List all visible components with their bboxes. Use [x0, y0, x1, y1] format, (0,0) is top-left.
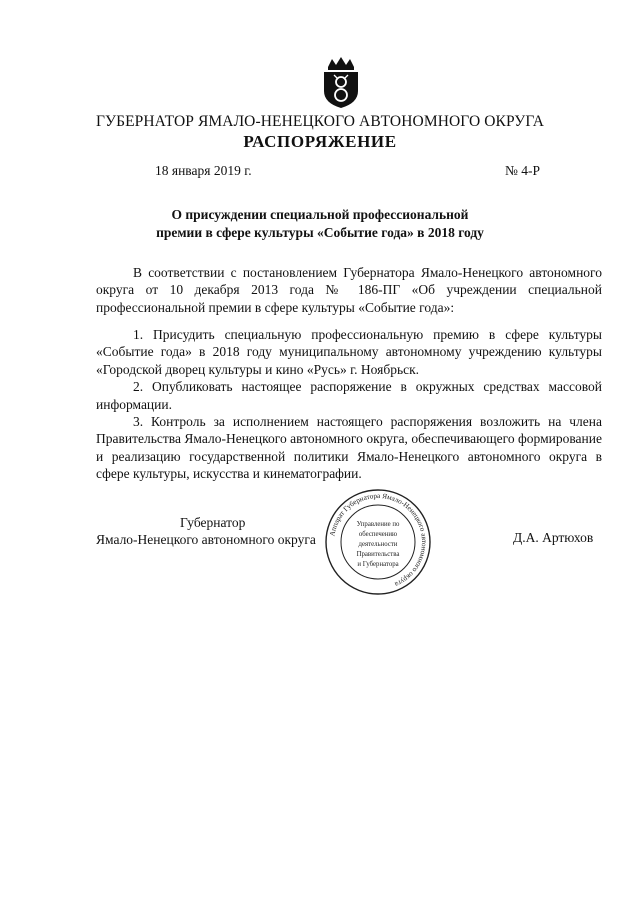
preamble-text: В соответствии с постановлением Губернатора Ямало-Ненецкого автономного округа от 10 декабря 2013 года № 186-ПГ «Об учреждении специальной профессиональной премии в сфере культуры «Событие года»: [96, 265, 602, 315]
order-item-3: 3. Контроль за исполнением настоящего распоряжения возложить на члена Правительства Ямало-Ненецкого автономного округа, обеспечивающего формирование и реализацию государственной политики Ямало-Ненецкого автономного округа в сфере культуры, искусства и кинематографии. [96, 414, 602, 482]
official-stamp [324, 488, 432, 596]
signatory-title [96, 514, 336, 548]
document-number: № 4-Р [505, 163, 541, 178]
stamp-line-2: обеспечению [358, 531, 398, 538]
document-subject [120, 206, 520, 242]
subject-line-1: О присуждении специальной профессиональной [171, 207, 469, 222]
stamp-line-5: и Губернатора [357, 561, 399, 568]
document-date: 18 января 2019 г. [155, 163, 252, 178]
signatory-title-line-1: Губернатор [180, 515, 246, 530]
stamp-ring-text: Аппарат Губернатора Ямало-Ненецкого автономного округа [328, 491, 429, 589]
coat-of-arms-icon [318, 55, 364, 109]
order-items [96, 326, 602, 483]
stamp-line-3: деятельности [358, 541, 398, 548]
document-type-heading: РАСПОРЯЖЕНИЕ [243, 132, 397, 151]
signatory-title-line-2: Ямало-Ненецкого автономного округа [96, 532, 316, 547]
stamp-line-1: Управление по [356, 521, 400, 528]
order-item-1: 1. Присудить специальную профессиональную премию в сфере культуры «Событие года» в 2018 году муниципальному автономному учреждению культуры «Городской дворец культуры и кино «Русь» г. Ноябрьск. [96, 327, 602, 377]
issuer-heading: ГУБЕРНАТОР ЯМАЛО-НЕНЕЦКОГО АВТОНОМНОГО ОКРУГА [95, 113, 545, 130]
signatory-name: Д.А. Артюхов [513, 530, 594, 545]
order-item-2: 2. Опубликовать настоящее распоряжение в окружных средствах массовой информации. [96, 379, 602, 412]
stamp-line-4: Правительства [356, 551, 400, 558]
preamble [96, 264, 602, 316]
subject-line-2: премии в сфере культуры «Событие года» в 2018 году [156, 225, 484, 240]
